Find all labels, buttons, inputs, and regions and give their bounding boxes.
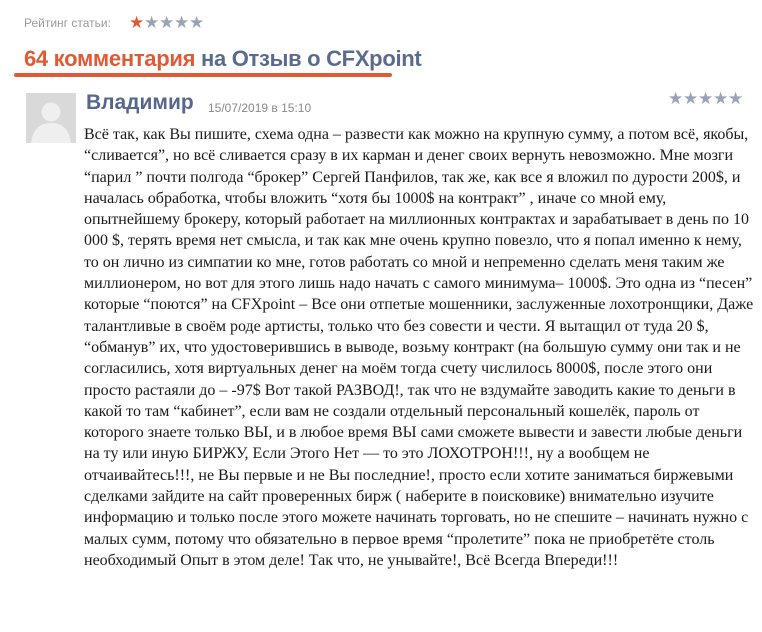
article-rating-stars[interactable] xyxy=(129,14,204,31)
star-icon[interactable]: ★ xyxy=(698,89,714,108)
user-avatar-icon xyxy=(26,93,76,143)
star-icon[interactable]: ★ xyxy=(173,13,190,32)
star-icon[interactable]: ★ xyxy=(143,13,160,32)
star-icon[interactable]: ★ xyxy=(668,89,684,108)
star-icon[interactable]: ★ xyxy=(128,13,145,32)
comment-text: Всё так, как Вы пишите, схема одна – развести как можно на крупную сумму, а потом всё, якобы, “сливается”, но всё сливается сразу в их карман и денег своих вернуть невозможно. Мне мозги “парил ” почти полгода “брокер” Сергей Панфилов, так же, как все я вложил по дурости 200$, и началась обработка, чтобы вложить “хотя бы 1000$ на контракт” , иначе со мной ему, опытнейшему брокеру, который работает на миллионных контрактах и зарабатывает в день по 10 000 $, терять время нет смысла, и так как мне очень крупно повезло, что я попал именно к нему, то он лично из симпатии ко мне, готов работать со мной и непременно сделать меня таким же миллионером, но вот для этого лишь надо начать с самого минимума– 1000$. Это одна из “песен” которые “поются” на CFXpoint – Все они отпетые мошенники, заслуженные лохотронщики, Даже талантливые в своём роде артисты, только что без совести и чести. Я вытащил от туда 20 $, “обманув” их, что удостоверившись в выводе, возьму контракт (на большую сумму они так и не согласились, хотя виртуальных денег на моём тогда счету числилось 8000$, после этого они просто растаяли до – -97$ Вот такой РАЗВОД!, так что не вздумайте заводить какие то деньги в какой то там “кабинет”, если вам не создали отдельный персональный кошелёк, пароль от которого знаете только ВЫ, и в любое время ВЫ сами сможете вывести и завести любые деньги на ту или иную БИРЖУ, Если Этого Нет — то это ЛОХОТРОН!!!, ну а вообщем не отчаивайтесь!!!, не Вы первые и не Вы последние!, просто если хотите заниматься биржевыми сделками зайдите на сайт проверенных бирж ( наберите в поисковике) внимательно изучите информацию и только после этого можете начинать торговать, но не спешите – начинать нужно с малых сумм, потому что обязательно в первое время “пролетите” пока не приобретёте столь необходимый Опыт в этом деле! Так что, не унывайте!, Всё Всегда Впереди!!! xyxy=(84,126,754,569)
star-icon[interactable]: ★ xyxy=(188,13,205,32)
comment-date: 15/07/2019 в 15:10 xyxy=(208,101,312,115)
comments-heading xyxy=(24,46,421,72)
star-icon[interactable]: ★ xyxy=(683,89,699,108)
star-icon[interactable]: ★ xyxy=(728,89,744,108)
star-icon[interactable]: ★ xyxy=(713,89,729,108)
comments-heading-subject: на Отзыв о CFXpoint xyxy=(195,46,422,71)
comments-count: 64 комментария xyxy=(24,46,196,71)
article-rating xyxy=(24,14,204,31)
rating-label: Рейтинг статьи: xyxy=(24,15,111,30)
comment-rating-stars[interactable] xyxy=(668,90,743,107)
heading-underline xyxy=(14,73,392,77)
star-icon[interactable]: ★ xyxy=(158,13,175,32)
comment-author[interactable]: Владимир xyxy=(86,91,194,114)
avatar-silhouette-icon xyxy=(26,93,76,143)
